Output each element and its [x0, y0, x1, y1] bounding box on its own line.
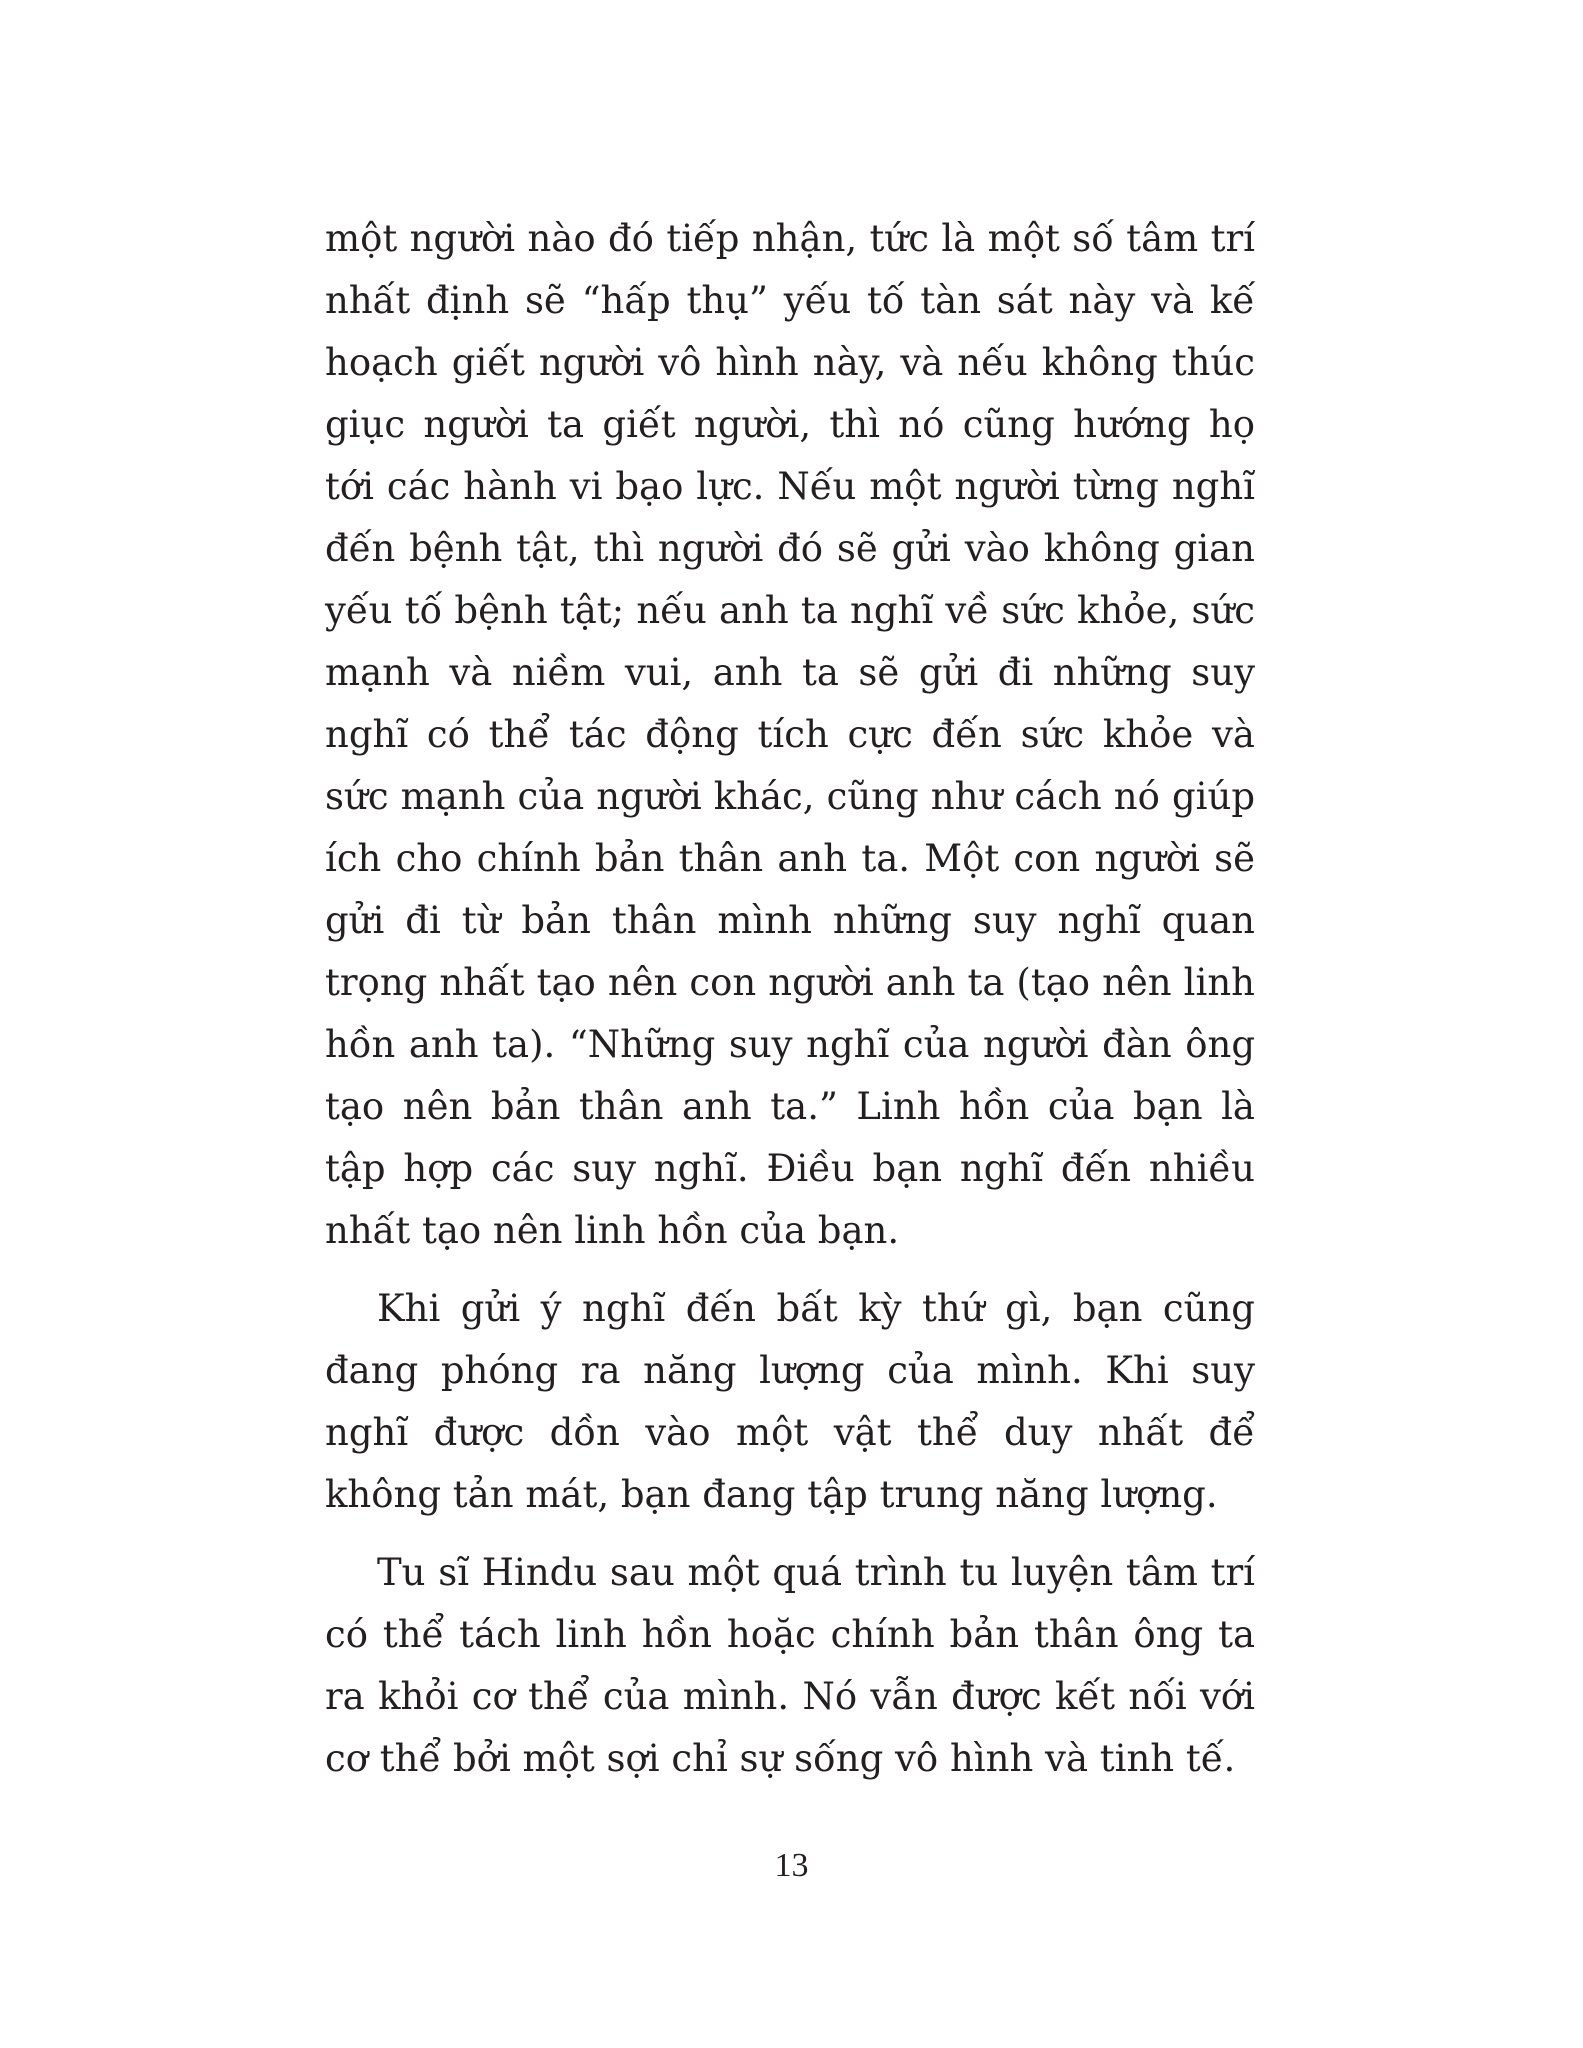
paragraph-continued: một người nào đó tiếp nhận, tức là một số tâm trí nhất định sẽ “hấp thụ” yếu tố tàn sát này và kế hoạch giết người vô hình này, và nếu không thúc giục người ta giết người, thì nó cũng hướng họ tới các hành vi bạo lực. Nếu một người từng nghĩ đến bệnh tật, thì người đó sẽ gửi vào không gian yếu tố bệnh tật; nếu anh ta nghĩ về sức khỏe, sức mạnh và niềm vui, anh ta sẽ gửi đi những suy nghĩ có thể tác động tích cực đến sức khỏe và sức mạnh của người khác, cũng như cách nó giúp ích cho chính bản thân anh ta. Một con người sẽ gửi đi từ bản thân mình những suy nghĩ quan trọng nhất tạo nên con người anh ta (tạo nên linh hồn anh ta). “Những suy nghĩ của người đàn ông tạo nên bản thân anh ta.” Linh hồn của bạn là tập hợp các suy nghĩ. Điều bạn nghĩ đến nhiều nhất tạo nên linh hồn của bạn. [325, 217, 1255, 1252]
page-number: 13 [774, 1847, 809, 1884]
body-text [325, 208, 1255, 1790]
paragraph-energy: Khi gửi ý nghĩ đến bất kỳ thứ gì, bạn cũng đang phóng ra năng lượng của mình. Khi suy nghĩ được dồn vào một vật thể duy nhất để không tản mát, bạn đang tập trung năng lượng. [325, 1287, 1255, 1516]
paragraph-hindu-monk: Tu sĩ Hindu sau một quá trình tu luyện tâm trí có thể tách linh hồn hoặc chính bản thân ông ta ra khỏi cơ thể của mình. Nó vẫn được kết nối với cơ thể bởi một sợi chỉ sự sống vô hình và tinh tế. [325, 1551, 1255, 1780]
